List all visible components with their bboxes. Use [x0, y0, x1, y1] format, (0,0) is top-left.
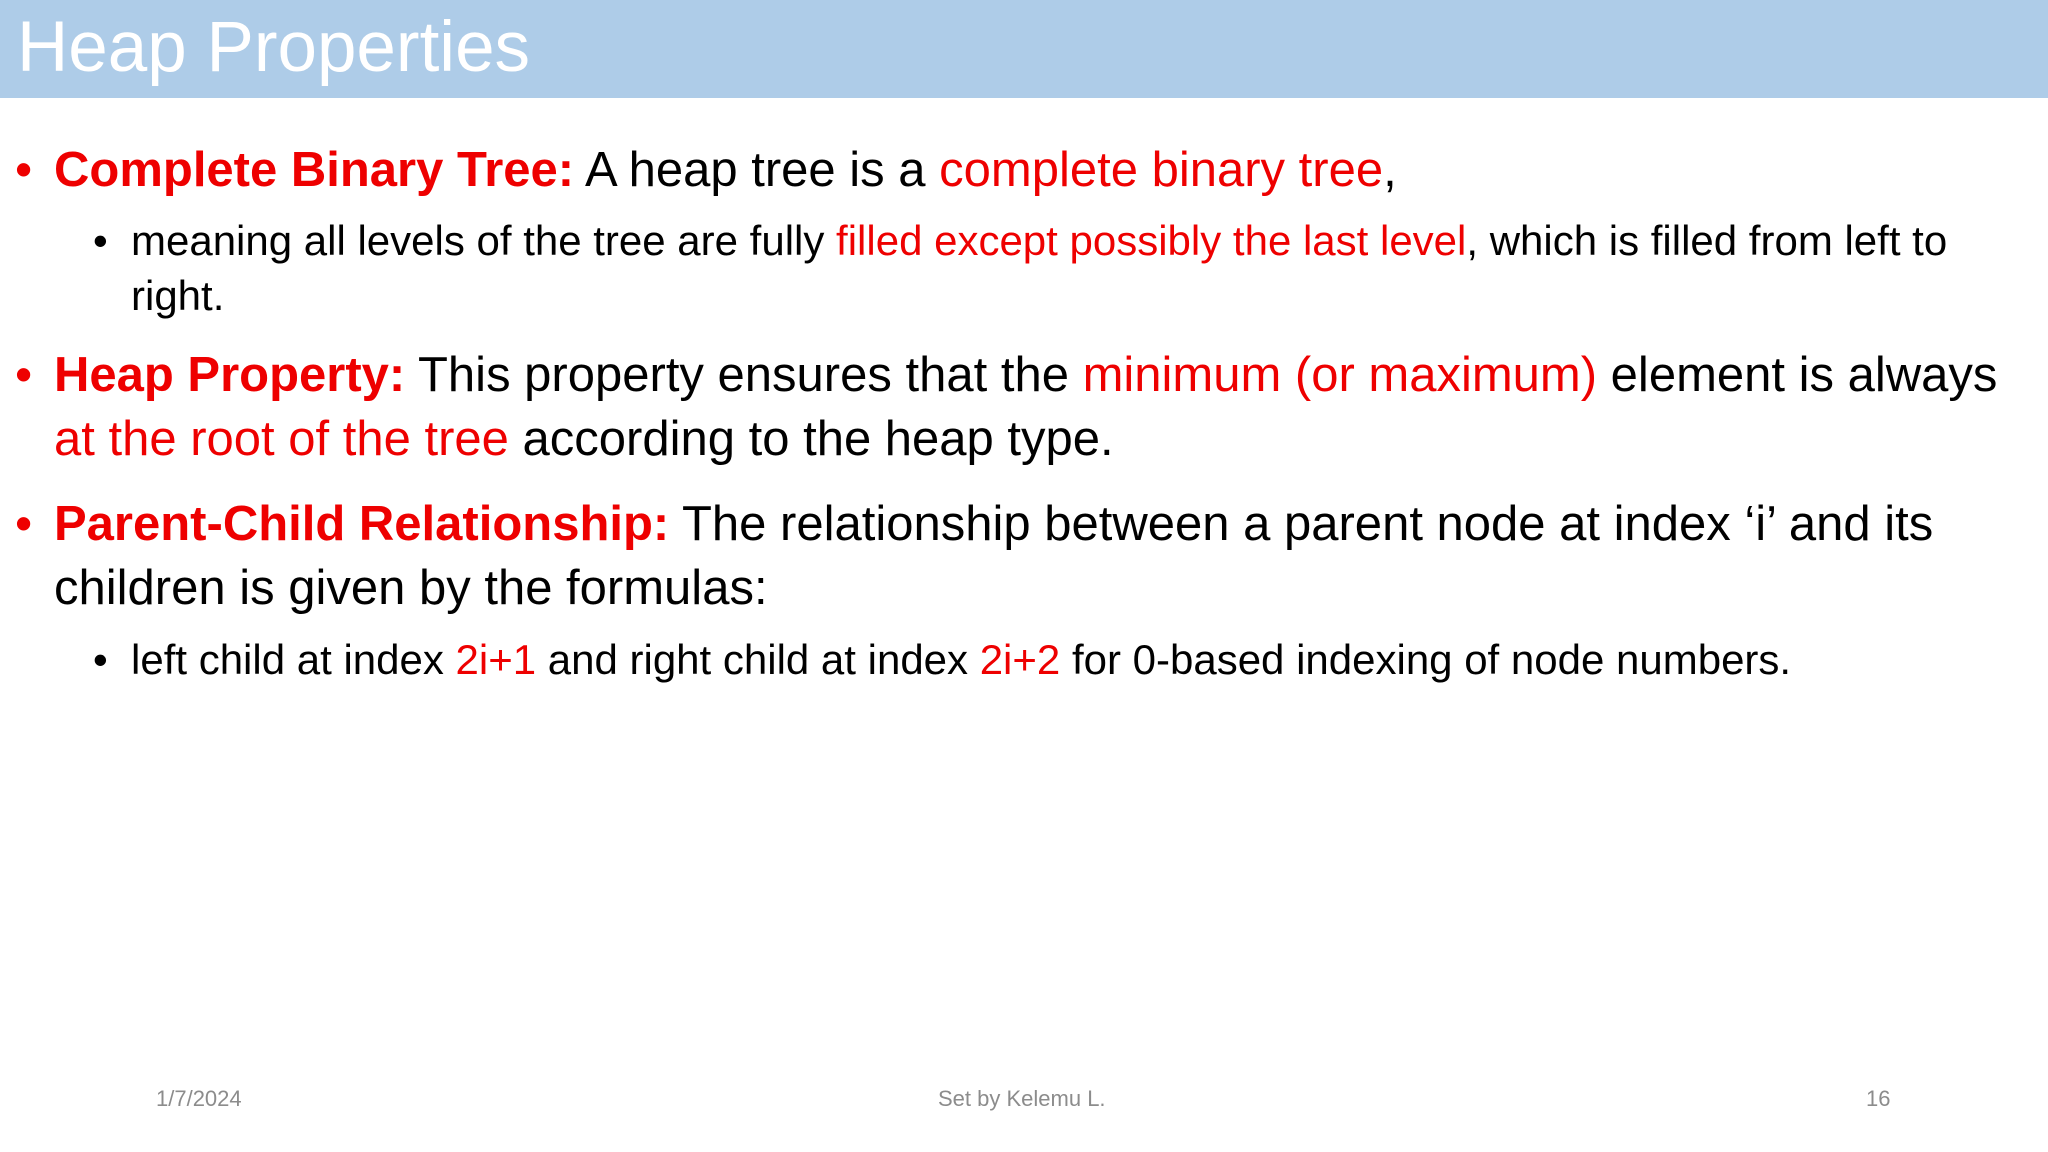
sub-bullet-text: , which is filled from left to right.	[131, 217, 1948, 319]
bullet-parent-child-relationship	[15, 492, 2014, 620]
sub-bullet-marker: •	[93, 636, 108, 683]
bullet-complete-binary-tree	[15, 138, 2014, 202]
title-bar	[0, 0, 2048, 98]
sub-bullet-highlight: filled except possibly the last level	[836, 217, 1467, 264]
bullet-text: ,	[1383, 143, 1397, 197]
sub-bullet-text: and right child at index	[536, 636, 980, 683]
bullet-label: Complete Binary Tree:	[54, 143, 575, 197]
sub-bullet-highlight: 2i+1	[455, 636, 537, 683]
bullet-label: Heap Property:	[54, 348, 406, 402]
sub-bullet-text: left child at index	[131, 636, 456, 683]
footer-author: Set by Kelemu L.	[938, 1086, 1106, 1111]
sub-bullet-text: meaning all levels of the tree are fully	[131, 217, 837, 264]
sub-bullet-marker: •	[93, 217, 108, 264]
bullet-label: Parent-Child Relationship:	[54, 497, 670, 551]
sub-bullet-child-index-formulas	[93, 632, 2011, 687]
bullet-text: The relationship between a parent node at index ‘i’ and its children is given by the formulas:	[54, 497, 1934, 615]
bullet-text: according to the heap type.	[508, 412, 1114, 466]
sub-bullet-highlight: 2i+2	[979, 636, 1061, 683]
sub-bullet-levels-filled	[93, 213, 2011, 323]
bullet-highlight: at the root of the tree	[54, 412, 509, 466]
bullet-text: This property ensures that the	[405, 348, 1083, 402]
bullet-heap-property	[15, 343, 2014, 471]
slide-title: Heap Properties	[17, 8, 531, 87]
footer-page-number: 16	[1866, 1086, 1891, 1111]
sub-bullet-text: for 0-based indexing of node numbers.	[1060, 636, 1792, 683]
footer-date: 1/7/2024	[156, 1086, 242, 1111]
bullet-text: element is always	[1597, 348, 1998, 402]
slide-content	[0, 138, 2048, 687]
bullet-marker: •	[15, 143, 33, 197]
bullet-highlight: complete binary tree	[939, 143, 1384, 197]
bullet-highlight: minimum (or maximum)	[1082, 348, 1598, 402]
bullet-text: A heap tree is a	[574, 143, 940, 197]
bullet-marker: •	[15, 497, 33, 551]
bullet-marker: •	[15, 348, 33, 402]
